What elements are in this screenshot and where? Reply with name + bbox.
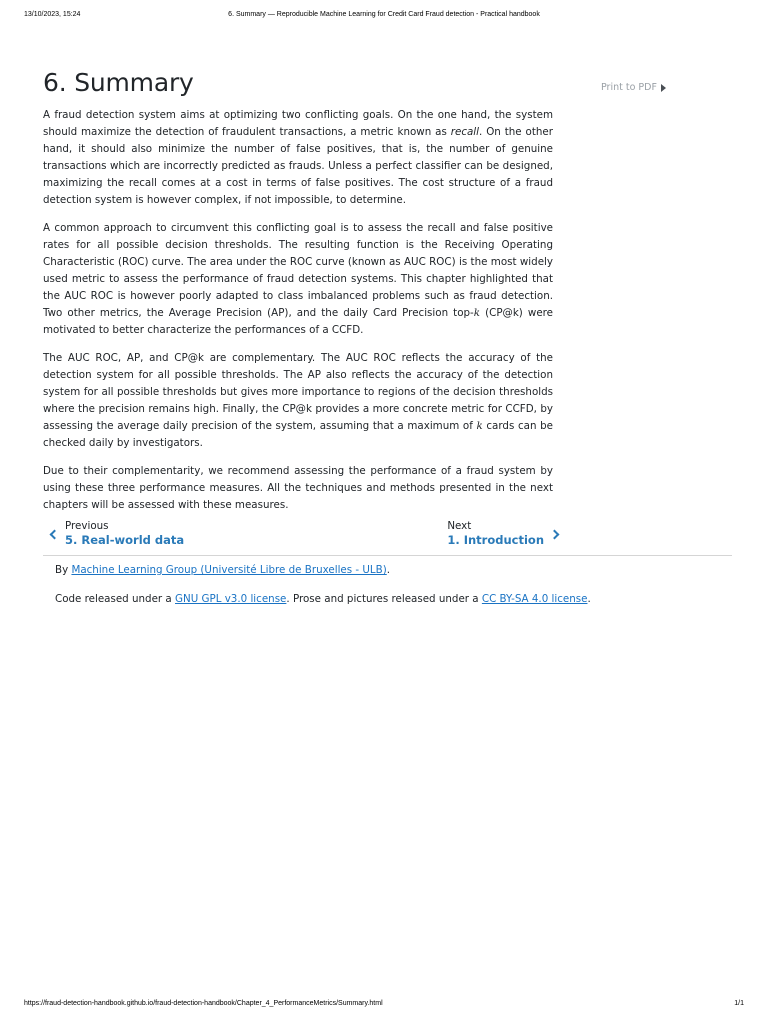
chevron-left-icon	[50, 530, 60, 540]
math-k: k	[473, 307, 481, 319]
paragraph-text: (CP@k) were motivated to better characterize the performances of a CCFD.	[43, 307, 553, 336]
paragraph	[43, 220, 553, 339]
print-footer	[24, 1000, 744, 1012]
print-to-pdf-button[interactable]	[601, 82, 666, 93]
paragraph-text: cards can be checked daily by investigators.	[43, 420, 553, 449]
footer-text: .	[386, 564, 391, 576]
print-page-number: 1/1	[734, 1000, 744, 1007]
footer-text: .	[587, 593, 591, 605]
author-link[interactable]: Machine Learning Group (Université Libre de Bruxelles - ULB)	[71, 564, 387, 576]
caret-right-icon	[661, 84, 666, 92]
footer-text: Code released under a	[55, 593, 176, 605]
print-page-title: 6. Summary — Reproducible Machine Learning for Credit Card Fraud detection - Practical handbook	[228, 11, 540, 18]
emphasis-recall: recall	[450, 126, 480, 138]
prev-next-nav	[43, 519, 562, 555]
next-title: 1. Introduction	[447, 533, 544, 547]
print-url: https://fraud-detection-handbook.github.io/fraud-detection-handbook/Chapter_4_PerformanceMetrics/Summary.html	[24, 1000, 383, 1007]
article-body	[43, 107, 553, 525]
print-header	[24, 11, 744, 23]
paragraph-text: . On the other hand, it should also minimize the number of false positives, that is, the number of genuine transactions which are incorrectly predicted as frauds. Unless a perfect classifier can be designed, maximizing the recall comes at a cost in terms of false positives. The cost structure of a fraud detection system is however complex, if not impossible, to determine.	[43, 126, 553, 206]
paragraph	[43, 350, 553, 452]
previous-title: 5. Real-world data	[65, 533, 185, 547]
print-to-pdf-label: Print to PDF	[601, 82, 657, 93]
paragraph-text: A fraud detection system aims at optimizing two conflicting goals. On the one hand, the system should maximize the detection of fraudulent transactions, a metric known as	[43, 109, 553, 138]
chevron-right-icon	[550, 530, 560, 540]
footer-text: By	[55, 564, 72, 576]
next-label: Next	[447, 520, 472, 532]
paragraph: Due to their complementarity, we recommend assessing the performance of a fraud system by using these three performance measures. All the techniques and methods presented in the next chapters will be assessed with these measures.	[43, 465, 553, 511]
page-title: 6. Summary	[43, 68, 194, 97]
footer-divider	[43, 555, 732, 556]
footer-text: . Prose and pictures released under a	[286, 593, 482, 605]
previous-label: Previous	[65, 520, 109, 532]
previous-page-link[interactable]	[49, 519, 184, 551]
math-k: k	[476, 420, 483, 432]
next-page-link[interactable]	[447, 519, 562, 551]
footer-author	[55, 564, 390, 576]
gpl-license-link[interactable]: GNU GPL v3.0 license	[175, 593, 287, 605]
footer-license	[55, 593, 591, 605]
cc-license-link[interactable]: CC BY-SA 4.0 license	[481, 593, 588, 605]
print-date: 13/10/2023, 15:24	[24, 11, 81, 18]
paragraph	[43, 107, 553, 209]
paragraph-text: A common approach to circumvent this conflicting goal is to assess the recall and false positive rates for all possible decision thresholds. The resulting function is the Receiving Operating Characteristic (ROC) curve. The area under the ROC curve (known as AUC ROC) is the most widely used metric to assess the performance of fraud detection systems. This chapter highlighted that the AUC ROC is however poorly adapted to class imbalanced problems such as fraud detection. Two other metrics, the Average Precision (AP), and the daily Card Precision top-	[43, 222, 553, 319]
paragraph-text: The AUC ROC, AP, and CP@k are complementary. The AUC ROC reflects the accuracy of the detection system for all possible thresholds. The AP also reflects the accuracy of the detection system for all possible thresholds but gives more importance to regions of the decision thresholds where the precision remains high. Finally, the CP@k provides a more concrete metric for CCFD, by assessing the average daily precision of the system, assuming that a maximum of	[43, 352, 553, 432]
